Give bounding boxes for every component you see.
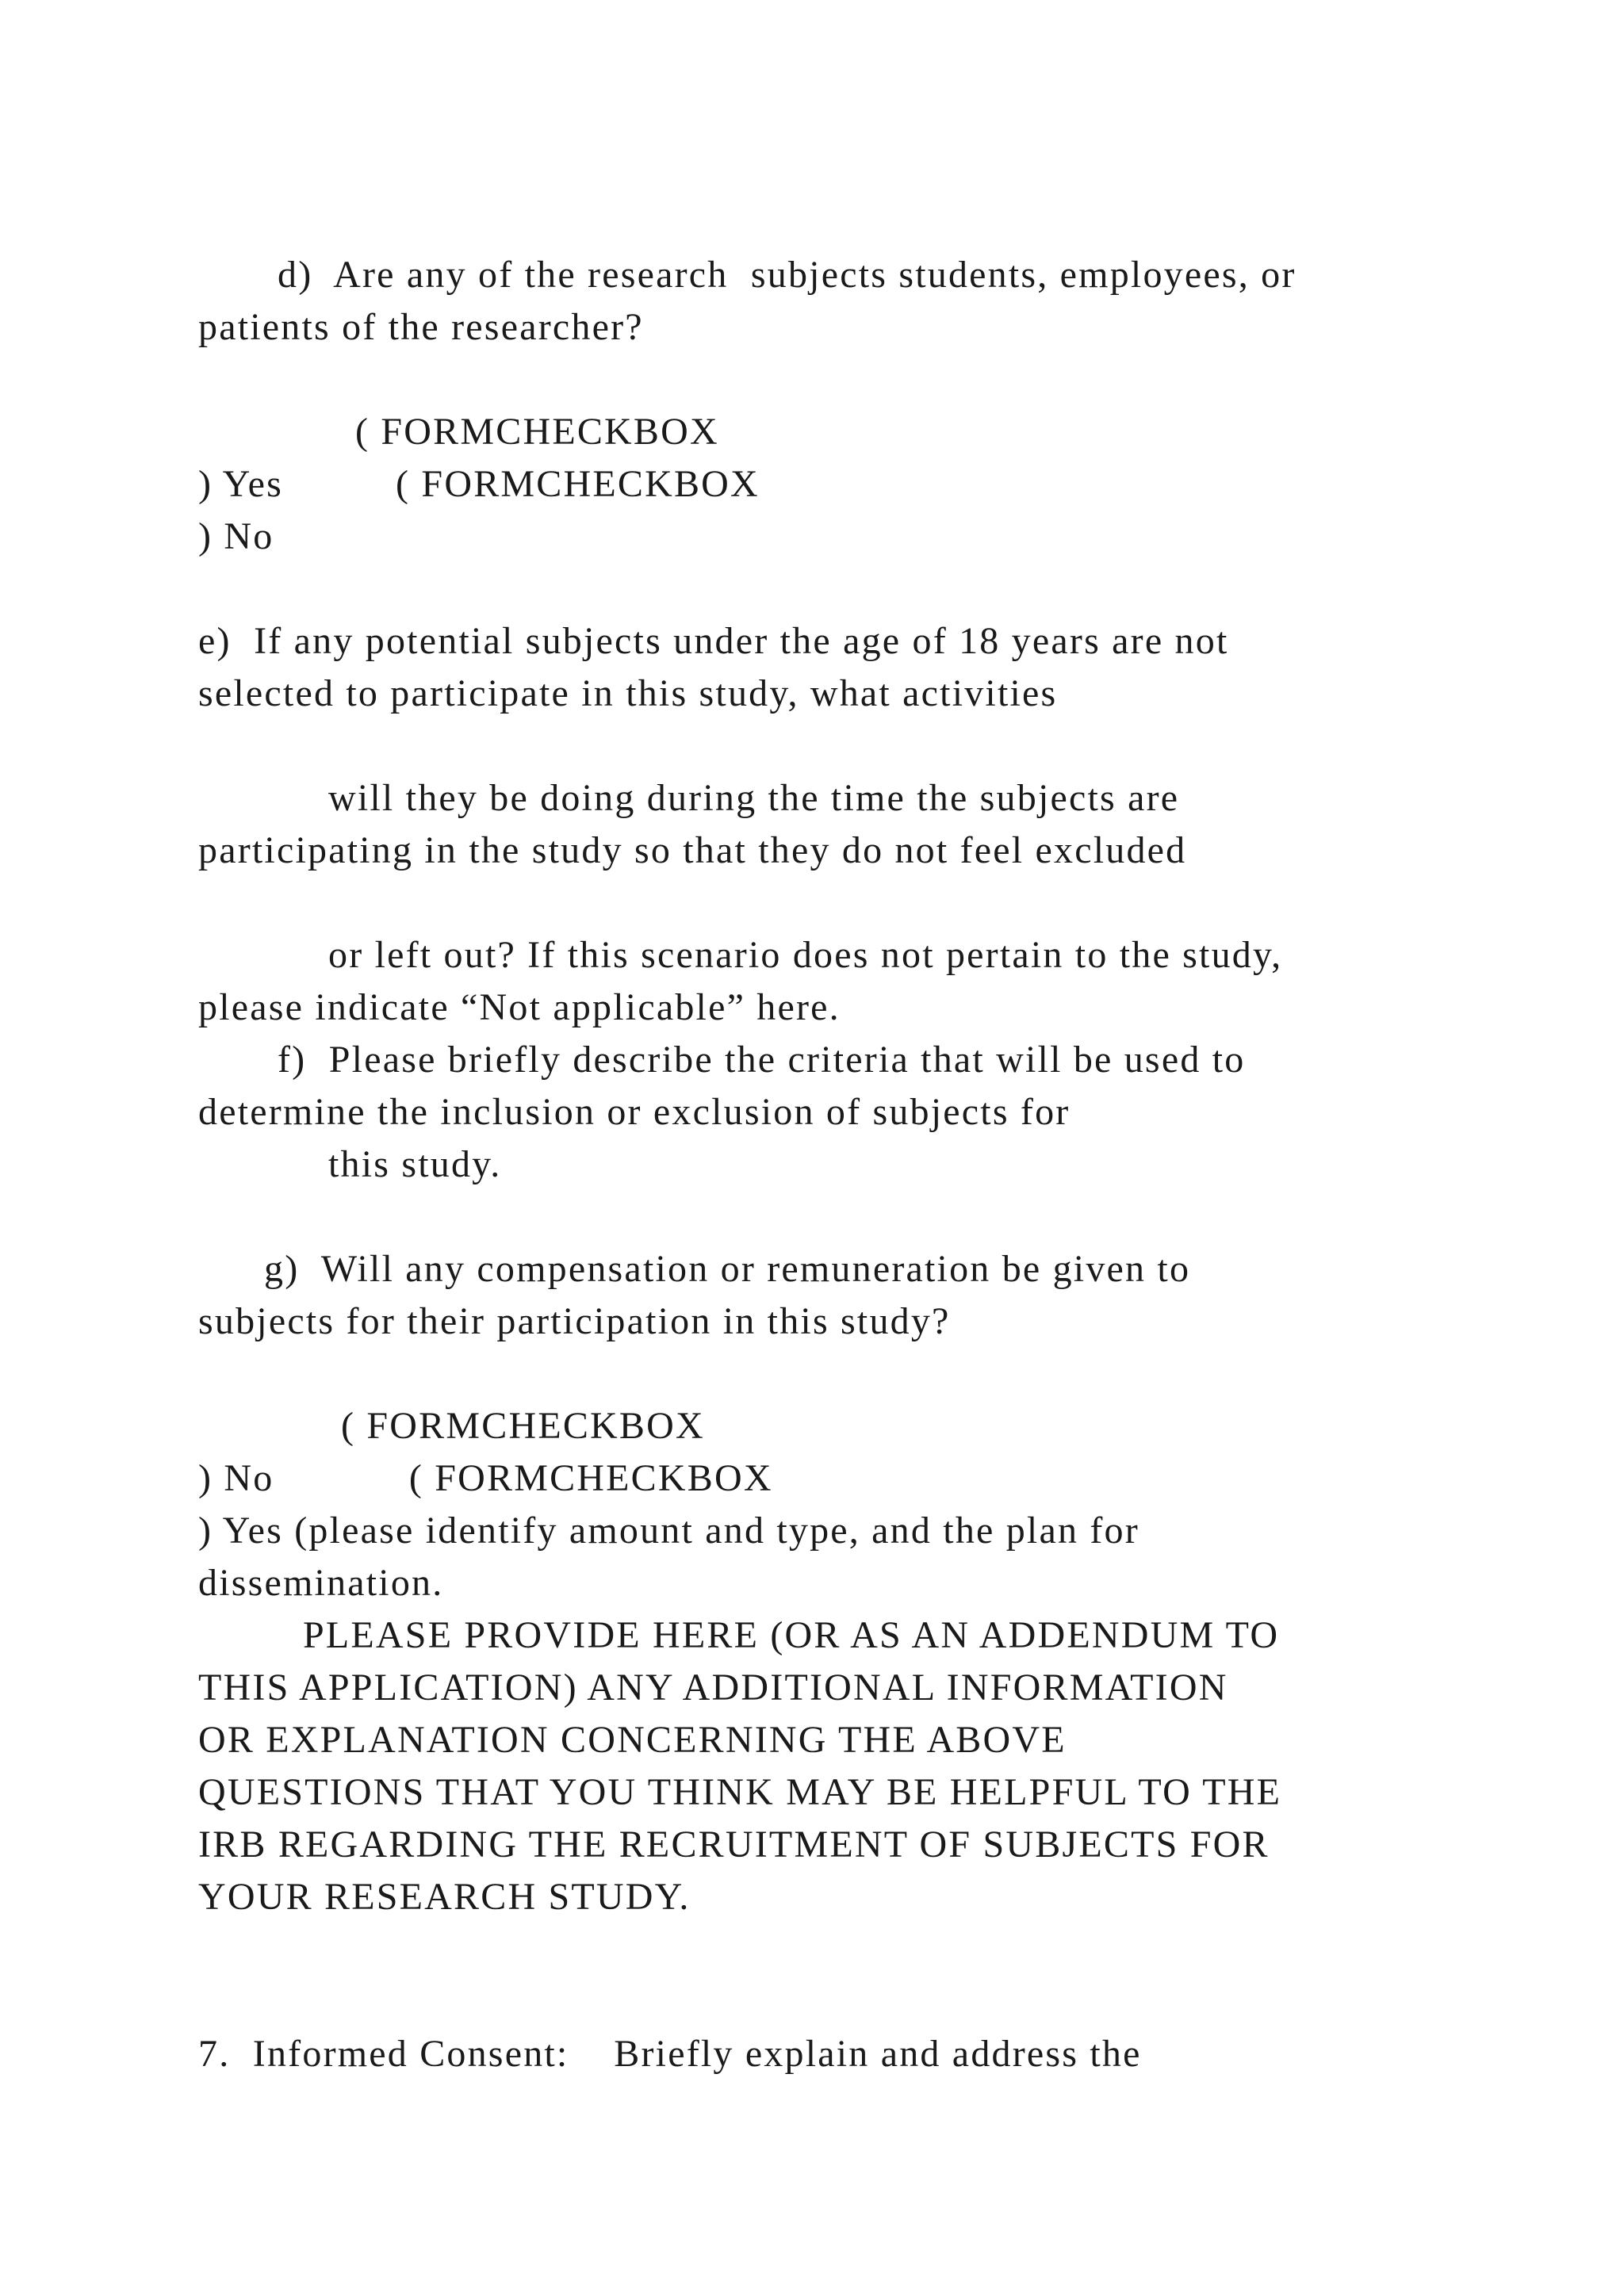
question-g-checkbox-text: ( FORMCHECKBOX: [341, 1405, 705, 1447]
question-g-no-option: ) No ( FORMCHECKBOX: [198, 1457, 773, 1499]
question-g-yes-option: ) Yes (please identify amount and type, and the plan for: [198, 1510, 1139, 1552]
question-d-yes-option: ) Yes ( FORMCHECKBOX: [198, 463, 760, 505]
question-e-text: selected to participate in this study, what activities: [198, 672, 1058, 714]
question-d-checkbox-text: ( FORMCHECKBOX: [355, 411, 719, 453]
question-f-text: f) Please briefly describe the criteria that will be used to: [278, 1039, 1246, 1081]
additional-info-text: YOUR RESEARCH STUDY.: [198, 1876, 691, 1918]
question-g-text: g) Will any compensation or remuneration be given to: [264, 1248, 1191, 1290]
question-g-text: subjects for their participation in this study?: [198, 1300, 951, 1342]
question-e-text: e) If any potential subjects under the age of 18 years are not: [198, 620, 1229, 662]
question-e-text: participating in the study so that they do not feel excluded: [198, 829, 1187, 871]
additional-info-text: THIS APPLICATION) ANY ADDITIONAL INFORMATION: [198, 1667, 1228, 1709]
additional-info-text: PLEASE PROVIDE HERE (OR AS AN ADDENDUM TO: [303, 1614, 1280, 1656]
question-e-text: please indicate “Not applicable” here.: [198, 986, 841, 1028]
question-d-text: patients of the researcher?: [198, 306, 644, 348]
question-f-text: determine the inclusion or exclusion of subjects for: [198, 1091, 1071, 1133]
question-g-text: dissemination.: [198, 1562, 444, 1604]
question-d-no-option: ) No: [198, 515, 274, 557]
additional-info-text: QUESTIONS THAT YOU THINK MAY BE HELPFUL TO THE: [198, 1771, 1282, 1813]
question-e-text: will they be doing during the time the subjects are: [328, 777, 1180, 819]
additional-info-text: IRB REGARDING THE RECRUITMENT OF SUBJECTS FOR: [198, 1823, 1270, 1866]
question-d-text: d) Are any of the research subjects students, employees, or: [278, 254, 1297, 296]
question-e-text: or left out? If this scenario does not pertain to the study,: [328, 934, 1283, 976]
additional-info-text: OR EXPLANATION CONCERNING THE ABOVE: [198, 1719, 1067, 1761]
question-f-text: this study.: [328, 1143, 502, 1185]
section-7-heading: 7. Informed Consent: Briefly explain and address the: [198, 2033, 1142, 2075]
